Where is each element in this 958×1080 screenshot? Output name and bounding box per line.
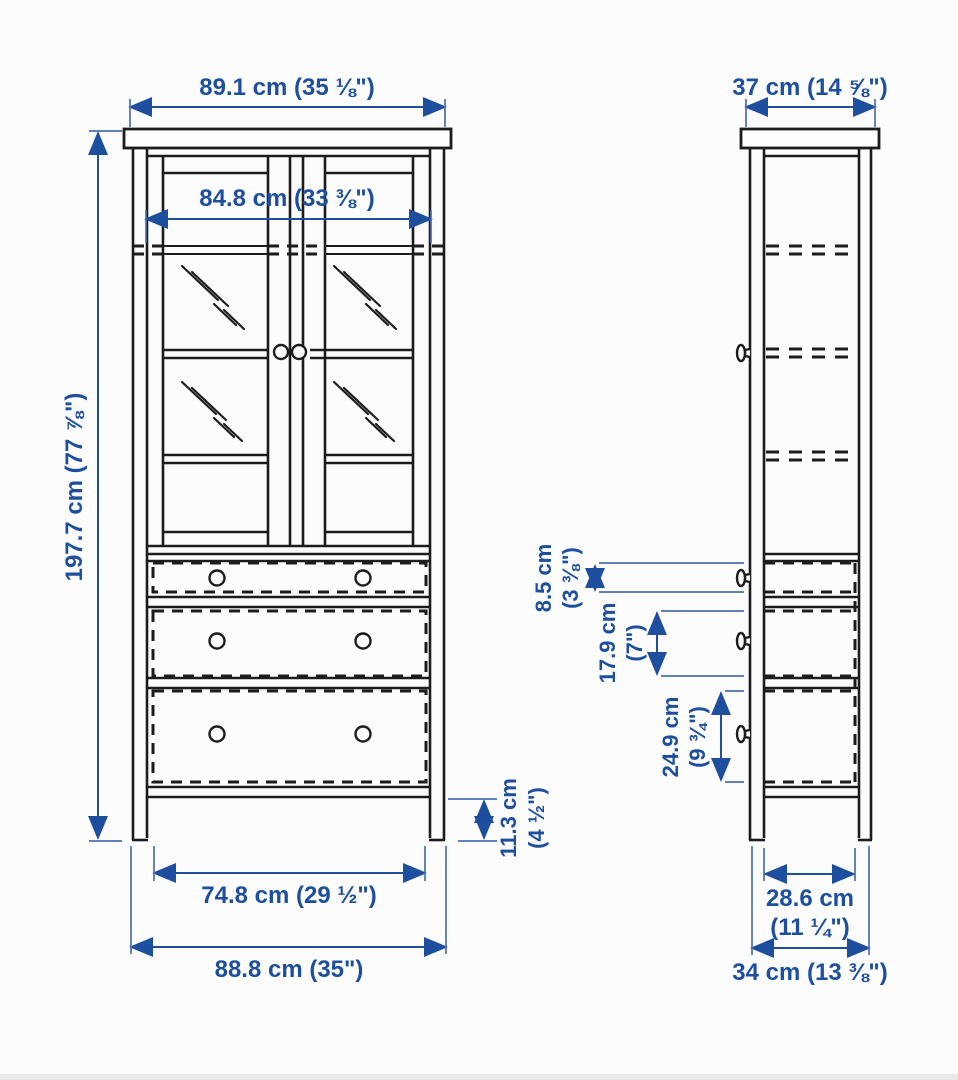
side-drawer3-knob [737,726,750,742]
leg-clearance-label-line2: (4 ½") [524,787,549,849]
drawer-1-front [153,563,426,592]
drawer-depth-label-line2: (11 ¼") [770,914,850,941]
leg-clearance-label-line1: 11.3 cm [496,778,521,858]
dim-bottom-drawer-height [658,691,744,782]
dim-front-base-width [131,846,446,983]
side-legs [749,798,872,840]
side-drawers [764,554,859,797]
glass-shine-upper-left [182,266,244,329]
dim-front-overall-height [61,131,122,841]
front-glass-doors [133,156,444,546]
side-drawer2-knob [737,633,750,649]
front-inner-width-label: 84.8 cm (33 ⅜") [199,185,375,212]
glass-shine-lower-right [334,382,394,441]
front-shelf-line [133,246,444,254]
dim-front-leg-clearance [448,778,549,858]
top-drawer-height-label-line2: (3 ⅜") [558,547,583,609]
middle-drawer-height-label-line1: 17.9 cm [595,602,620,684]
side-drawer1-knob [737,570,750,586]
dim-side-overall-depth [732,74,887,127]
right-door-knob [292,345,306,359]
drawer-2-front [153,611,426,676]
bottom-drawer-height-label-line1: 24.9 cm [658,696,683,778]
front-overall-width-label: 89.1 cm (35 ⅛") [199,74,375,101]
glass-shine-lower-left [182,382,242,441]
front-cornice [124,129,451,148]
side-overall-depth-label: 37 cm (14 ⅝") [732,74,888,101]
dim-front-overall-width [130,74,445,127]
base-width-label: 88.8 cm (35") [214,956,364,983]
middle-drawer-height-label-line2: (7") [622,624,647,662]
front-view [124,129,451,840]
left-door-knob [274,345,288,359]
page-bottom-edge [0,1074,958,1080]
side-view [737,129,879,840]
bottom-drawer-height-label-line2: (9 ¾") [685,706,710,768]
base-depth-label: 34 cm (13 ⅜") [732,959,888,986]
drawer-3-front [153,691,426,782]
side-cornice [741,129,879,148]
side-shelf-lines [766,246,857,460]
front-overall-height-label: 197.7 cm (77 ⅞") [61,392,88,582]
front-legs [132,798,445,840]
dim-front-inner-width [146,185,431,243]
top-drawer-height-label-line1: 8.5 cm [531,543,556,613]
front-drawers [147,554,430,797]
dim-side-drawer-depth [764,848,855,941]
dim-middle-drawer-height [595,603,744,684]
dim-top-drawer-height [531,544,744,613]
drawer-depth-label-line1: 28.6 cm [765,885,855,912]
side-door-knob [737,345,750,361]
glass-shine-upper-right [334,266,396,329]
dim-front-inner-base-width [154,846,425,909]
inner-base-width-label: 74.8 cm (29 ½") [201,882,377,909]
